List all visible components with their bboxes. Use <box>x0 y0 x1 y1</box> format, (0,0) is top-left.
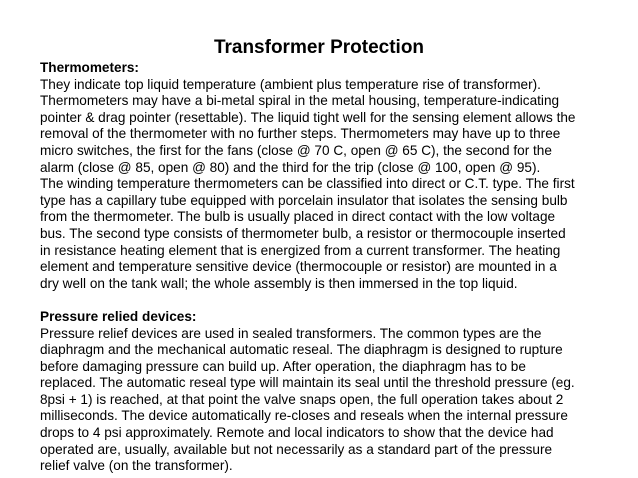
text-line: dry well on the tank wall; the whole assembly is then immersed in the top liquid. <box>40 275 518 291</box>
text-line: micro switches, the first for the fans (close @ 70 C, open @ 65 C), the second for the <box>40 142 552 158</box>
text-line: replaced. The automatic reseal type will maintain its seal until the threshold pressure (eg. <box>40 375 575 391</box>
text-line: They indicate top liquid temperature (ambient plus temperature rise of transformer). <box>40 76 541 92</box>
text-line: operated are, usually, available but not necessarily as a standard part of the pressure <box>40 441 553 457</box>
slide-title: Transformer Protection <box>213 37 425 58</box>
text-line: drops to 4 psi approximately. Remote and local indicators to show that the device had <box>40 425 554 441</box>
pressure-heading: Pressure relied devices: <box>40 308 197 324</box>
text-line: milliseconds. The device automatically re-closes and reseals when the internal pressure <box>40 408 568 424</box>
text-line: alarm (close @ 85, open @ 80) and the third for the trip (close @ 100, open @ 95). <box>40 159 541 175</box>
text-line: 8psi + 1) is reached, at that point the valve snaps open, the full operation takes about 2 <box>40 391 564 407</box>
text-line: element and temperature sensitive device (thermocouple or resistor) are mounted in a <box>40 259 557 275</box>
text-line: in resistance heating element that is energized from a current transformer. The heating <box>40 242 561 258</box>
text-line: diaphragm and the mechanical automatic reseal. The diaphragm is designed to rupture <box>40 342 563 358</box>
text-line: removal of the thermometer with no further steps. Thermometers may have up to three <box>40 126 561 142</box>
text-line: from the thermometer. The bulb is usually placed in direct contact with the low voltage <box>40 209 556 225</box>
text-line: The winding temperature thermometers can be classified into direct or C.T. type. The first <box>40 176 575 192</box>
pressure-paragraph <box>40 326 638 475</box>
thermometers-paragraph <box>40 77 638 293</box>
section-spacer <box>40 292 638 309</box>
text-line: type has a capillary tube equipped with porcelain insulator that isolates the sensing bulb <box>40 192 568 208</box>
text-line: relief valve (on the transformer). <box>40 458 233 474</box>
text-line: Thermometers may have a bi-metal spiral in the metal housing, temperature-indicating <box>40 93 560 109</box>
text-line: before damaging pressure can build up. After operation, the diaphragm has to be <box>40 358 526 374</box>
text-line: bus. The second type consists of thermometer bulb, a resistor or thermocouple inserted <box>40 225 566 241</box>
slide-body <box>40 60 638 475</box>
text-line: Pressure relief devices are used in sealed transformers. The common types are the <box>40 325 542 341</box>
thermometers-heading: Thermometers: <box>40 60 139 75</box>
text-line: pointer & drag pointer (resettable). The liquid tight well for the sensing element allows the <box>40 109 576 125</box>
